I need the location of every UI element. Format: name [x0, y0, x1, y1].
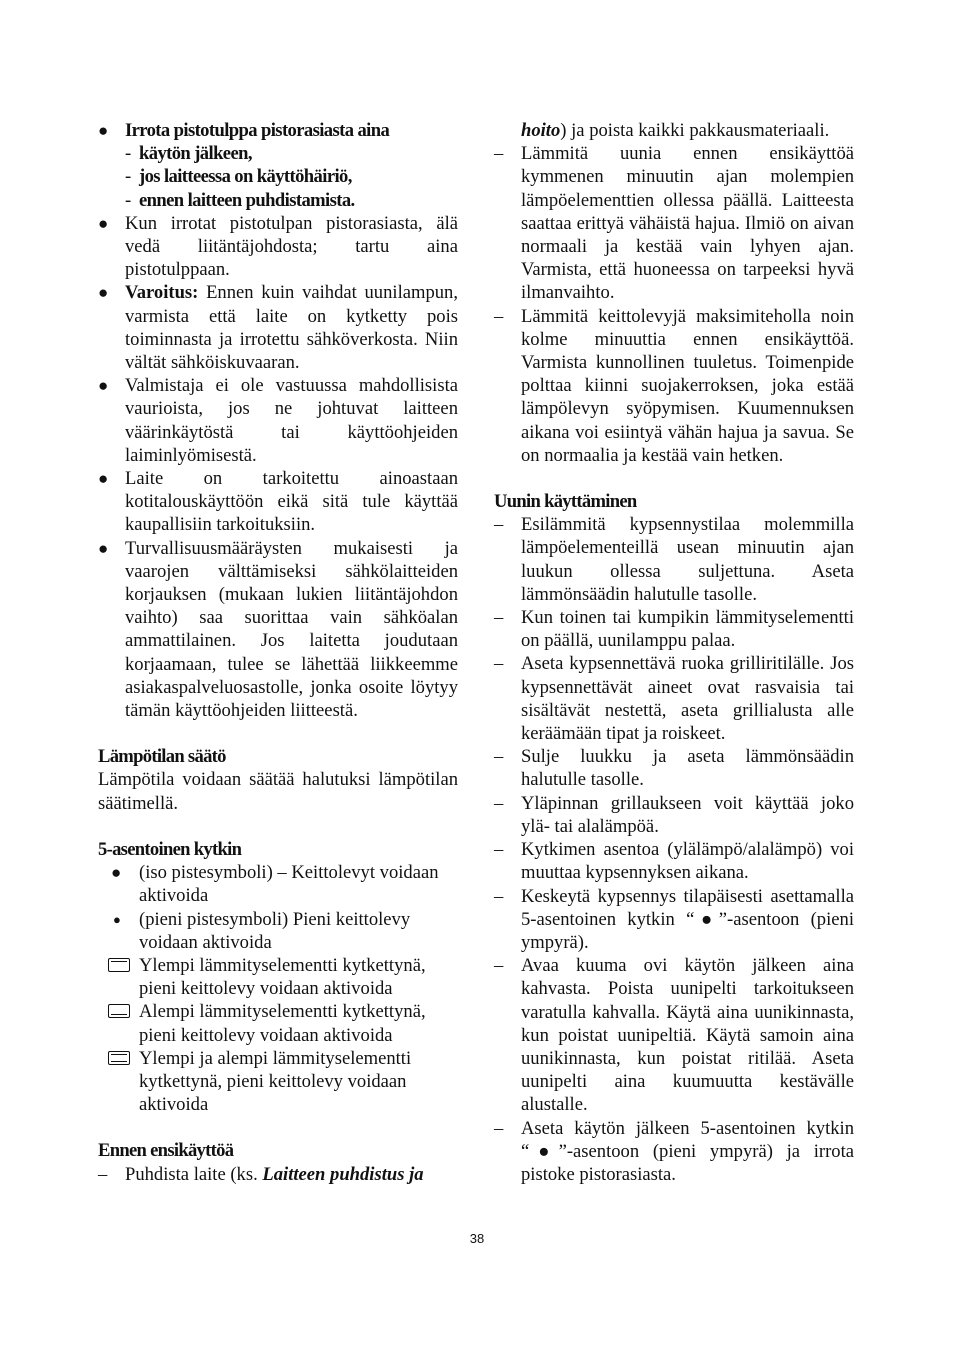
- top-bottom-heat-icon: [108, 1051, 130, 1065]
- heading-first-use: Ennen ensikäyttöä: [98, 1140, 234, 1162]
- bullet-icon: ●: [98, 376, 109, 396]
- dash-item: – Aseta käytön jälkeen 5-asentoinen kytkin “●”-asentoon (pieni ympyrä) ja irrota pistoke pistorasiasta.: [494, 1117, 854, 1185]
- dash-mark: –: [494, 839, 504, 861]
- dash-mark: –: [494, 143, 504, 165]
- dash-item: – Sulje luukku ja aseta lämmönsäädin halutulle tasolle.: [494, 746, 854, 791]
- switch-item: ● (iso pistesymboli) – Keittolevyt voidaan aktivoida: [111, 862, 439, 907]
- bullet-icon: ●: [98, 469, 109, 489]
- bottom-heat-icon: [108, 1004, 130, 1018]
- small-dot-icon: ●: [113, 911, 121, 927]
- heading-oven-use: Uunin käyttäminen: [494, 491, 637, 513]
- dash-item: – Aseta kypsennettävä ruoka grilliritilälle. Jos kypsennettävät aineet ovat rasvaisia tai sisältävät nestettä, aseta grillialusta alle keräämään tipat ja roiskeet.: [494, 653, 854, 745]
- sub-item: - jos laitteessa on käyttöhäiriö,: [125, 166, 352, 188]
- bullet-unplug: [98, 119, 458, 142]
- switch-item: Ylempi lämmityselementti kytkettynä, pieni keittolevy voidaan aktivoida: [98, 954, 458, 1000]
- temperature-text: Lämpötila voidaan säätää halutuksi lämpötilan säätimellä.: [98, 769, 458, 814]
- warning-label: Varoitus:: [125, 282, 199, 304]
- bullet-item: ● Laite on tarkoitettu ainoastaan kotitalouskäyttöön eikä sitä tule käyttää kaupallisiin tarkoituksiin.: [98, 468, 458, 536]
- switch-item: Alempi lämmityselementti kytkettynä, pieni keittolevy voidaan aktivoida: [98, 1000, 458, 1046]
- dash-item: – Kytkimen asentoa (ylälämpö/alalämpö) voi muuttaa kypsennyksen aikana.: [494, 839, 854, 884]
- dash-mark: –: [494, 792, 504, 814]
- switch-item: Ylempi ja alempi lämmityselementti kytkettynä, pieni keittolevy voidaan aktivoida: [98, 1047, 458, 1117]
- bullet-warning: ● Varoitus: Ennen kuin vaihdat uunilampun, varmista että laite on kytketty pois toiminnasta ja irrotettu sähköverkosta. Niin vältät sähköiskuvaaran.: [98, 282, 458, 374]
- dash-mark: –: [494, 955, 504, 977]
- dash-item: – Esilämmitä kypsennystilaa molemmilla lämpöelementeillä usean minuutin ajan luukun ollessa suljettuna. Aseta lämmönsäädin halutulle tasolle.: [494, 514, 854, 605]
- right-column: [494, 119, 854, 1186]
- dash-mark: –: [494, 653, 504, 675]
- dash-item: – Avaa kuuma ovi käytön jälkeen aina kahvasta. Poista uunipelti tarkoitukseen varatulla kahvalla. Käytä aina uunikinnasta, kun poistat uunipeltiä. Käytä samoin aina uunikinnasta, kun poistat ritilää. Aseta uunipelti aina kuumuutta kestävälle alustalle.: [494, 955, 854, 1116]
- dash-mark: –: [494, 1117, 504, 1139]
- bullet-icon: ●: [98, 538, 109, 558]
- dash-mark: –: [494, 746, 504, 768]
- dash-item: – Yläpinnan grillaukseen voit käyttää joko ylä- tai alalämpöä.: [494, 792, 854, 837]
- dash-mark: –: [494, 885, 504, 907]
- heading-switch: 5-asentoinen kytkin: [98, 838, 242, 860]
- switch-item: ● (pieni pistesymboli) Pieni keittolevy voidaan aktivoida: [113, 908, 411, 953]
- bullet-item: ● Kun irrotat pistotulpan pistorasiasta, älä vedä liitäntäjohdosta; tartu aina pistotulppaan.: [98, 212, 458, 281]
- left-column: [98, 119, 458, 1186]
- dash-item: – Kun toinen tai kumpikin lämmityselementti on päällä, uunilamppu palaa.: [494, 607, 854, 652]
- dash-mark: –: [494, 514, 504, 536]
- dash-mark: –: [494, 305, 504, 327]
- dash-item: – Keskeytä kypsennys tilapäisesti asettamalla 5-asentoinen kytkin “●”-asentoon (pieni ympyrä).: [494, 885, 854, 953]
- continued-item: hoito) ja poista kaikki pakkausmateriaali.: [521, 120, 830, 141]
- dash-item: – Puhdista laite (ks. Laitteen puhdistus ja: [98, 1163, 424, 1185]
- bullet-item: ● Turvallisuusmääräysten mukaisesti ja vaarojen välttämiseksi sähkölaitteiden korjauksen (mukaan lukien liitäntäjohdon vaihto) saa suorittaa vain sähköalan ammattilainen. Jos laitetta joudutaan korjaamaan, tulee se lähettää liikkeemme asiakaspalveluosastolle, jonka osoite löytyy tämän käyttöohjeiden liitteestä.: [98, 537, 458, 722]
- dash-item: – Lämmitä keittolevyjä maksimiteholla noin kolme minuuttia ennen ensikäyttöä. Varmista kunnollinen tuuletus. Toimenpide polttaa kiinni suojakerroksen, joka estää lämpölevyn syöpymisen. Kuumennuksen aikana voi esiintyä vähän hajua ja savua. Se on normaalia ja kestää vain hetken.: [494, 305, 854, 466]
- dash-mark: –: [98, 1163, 108, 1185]
- bullet-title: Irrota pistotulppa pistorasiasta aina: [125, 120, 390, 141]
- bullet-icon: ●: [98, 213, 109, 233]
- top-heat-icon: [108, 958, 130, 972]
- bullet-item: ● Valmistaja ei ole vastuussa mahdollisista vaurioista, jos ne johtuvat laitteen väärinkäytöstä tai käyttöohjeiden laiminlyömisestä.: [98, 375, 458, 466]
- bullet-icon: ●: [98, 121, 109, 140]
- page-number: 38: [469, 1231, 485, 1246]
- sub-item: - käytön jälkeen,: [125, 143, 252, 165]
- bullet-icon: ●: [98, 283, 109, 303]
- large-dot-icon: ●: [111, 863, 122, 883]
- sub-item: - ennen laitteen puhdistamista.: [125, 189, 355, 211]
- heading-temperature: Lämpötilan säätö: [98, 746, 226, 768]
- dash-mark: –: [494, 607, 504, 629]
- dash-item: – Lämmitä uunia ennen ensikäyttöä kymmenen minuutin ajan molempien lämpöelementtien ollessa päällä. Laitteesta saattaa erittyä vähäistä hajua. Ilmiö on aivan normaali ja kestää vain lyhyen ajan. Varmista, että huoneessa on tarpeeksi hyvä ilmanvaihto.: [494, 143, 854, 304]
